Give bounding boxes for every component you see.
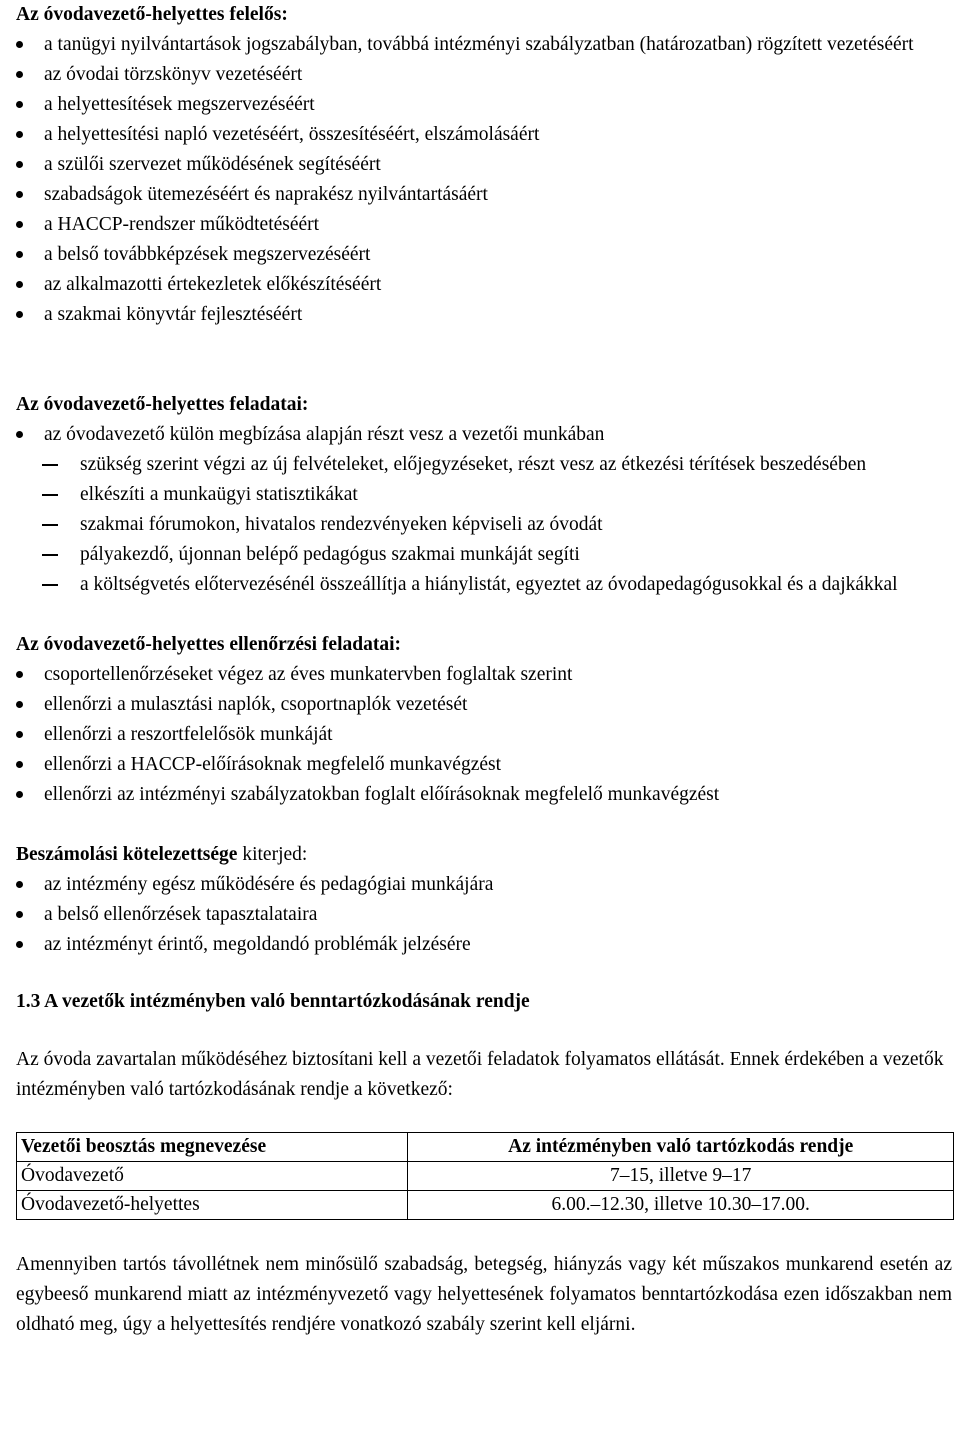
responsibility-list	[16, 30, 952, 330]
list-item: az intézmény egész működésére és pedagógiai munkájára	[16, 870, 952, 900]
control-task-list	[16, 660, 952, 810]
task-list	[16, 420, 952, 450]
section-heading: Az óvodavezető-helyettes feladatai:	[16, 394, 309, 415]
bullet-icon	[16, 701, 23, 708]
list-item: a belső ellenőrzések tapasztalataira	[16, 900, 952, 930]
table-cell: Óvodavezető-helyettes	[17, 1191, 408, 1220]
list-item: a költségvetés előtervezésénél összeállítja a hiánylistát, egyeztet az óvodapedagógusokkal és a dajkákkal	[16, 570, 952, 600]
list-item: szabadságok ütemezéséért és naprakész nyilvántartásáért	[16, 180, 952, 210]
bullet-icon	[16, 71, 23, 78]
list-item: az intézményt érintő, megoldandó problémák jelzésére	[16, 930, 952, 960]
list-item: ellenőrzi az intézményi szabályzatokban foglalt előírásoknak megfelelő munkavégzést	[16, 780, 952, 810]
bullet-icon	[16, 881, 23, 888]
bullet-icon	[16, 191, 23, 198]
list-item: a helyettesítések megszervezéséért	[16, 90, 952, 120]
list-item: elkészíti a munkaügyi statisztikákat	[16, 480, 952, 510]
table-header-row	[17, 1133, 954, 1162]
list-item: az alkalmazotti értekezletek előkészítéséért	[16, 270, 952, 300]
bullet-icon	[16, 431, 23, 438]
list-item: a tanügyi nyilvántartások jogszabályban, továbbá intézményi szabályzatban (határozatban) rögzített vezetéséért	[16, 30, 952, 60]
bullet-icon	[16, 221, 23, 228]
list-item: az óvodavezető külön megbízása alapján részt vesz a vezetői munkában	[16, 420, 952, 450]
list-item: ellenőrzi a reszortfelelősök munkáját	[16, 720, 952, 750]
bullet-icon	[16, 671, 23, 678]
subtask-list	[16, 450, 952, 600]
closing-paragraph: Amennyiben tartós távollétnek nem minősülő szabadság, betegség, hiányzás vagy két műszakos munkarend esetén az egybeeső munkarend miatt az intézményvezető vagy helyettesének folyamatos benntartózkodása ezen időszakban nem oldható meg, úgy a helyettesítés rendjére vonatkozó szabály szerint kell eljárni.	[16, 1254, 952, 1335]
bullet-icon	[16, 251, 23, 258]
list-item: a HACCP-rendszer működtetéséért	[16, 210, 952, 240]
list-item: a helyettesítési napló vezetéséért, összesítéséért, elszámolásáért	[16, 120, 952, 150]
list-item: szükség szerint végzi az új felvételeket, előjegyzéseket, részt vesz az étkezési térítések beszedésében	[16, 450, 952, 480]
bullet-icon	[16, 791, 23, 798]
dash-icon	[42, 464, 58, 466]
bullet-icon	[16, 731, 23, 738]
bullet-icon	[16, 131, 23, 138]
section-heading: 1.3 A vezetők intézményben való benntartózkodásának rendje	[16, 991, 530, 1012]
column-header: Vezetői beosztás megnevezése	[17, 1133, 408, 1162]
bullet-icon	[16, 311, 23, 318]
bullet-icon	[16, 41, 23, 48]
dash-icon	[42, 584, 58, 586]
list-item: az óvodai törzskönyv vezetéséért	[16, 60, 952, 90]
table-cell: Óvodavezető	[17, 1162, 408, 1191]
table-row	[17, 1191, 954, 1220]
list-item: szakmai fórumokon, hivatalos rendezvényeken képviseli az óvodát	[16, 510, 952, 540]
table-row	[17, 1162, 954, 1191]
list-item: a szülői szervezet működésének segítéséért	[16, 150, 952, 180]
bullet-icon	[16, 941, 23, 948]
bullet-icon	[16, 281, 23, 288]
section-heading: Beszámolási kötelezettsége kiterjed:	[16, 844, 308, 865]
intro-paragraph: Az óvoda zavartalan működéséhez biztosítani kell a vezetői feladatok folyamatos ellátását. Ennek érdekében a vezetők intézményben való tartózkodásának rendje a következő:	[16, 1049, 944, 1100]
column-header: Az intézményben való tartózkodás rendje	[408, 1133, 954, 1162]
list-item: ellenőrzi a HACCP-előírásoknak megfelelő munkavégzést	[16, 750, 952, 780]
list-item: a belső továbbképzések megszervezéséért	[16, 240, 952, 270]
report-list	[16, 870, 952, 960]
list-item: csoportellenőrzéseket végez az éves munkatervben foglaltak szerint	[16, 660, 952, 690]
list-item: pályakezdő, újonnan belépő pedagógus szakmai munkáját segíti	[16, 540, 952, 570]
bullet-icon	[16, 761, 23, 768]
bullet-icon	[16, 911, 23, 918]
dash-icon	[42, 524, 58, 526]
dash-icon	[42, 554, 58, 556]
schedule-table	[16, 1132, 954, 1220]
table-cell: 6.00.–12.30, illetve 10.30–17.00.	[408, 1191, 954, 1220]
list-item: a szakmai könyvtár fejlesztéséért	[16, 300, 952, 330]
dash-icon	[42, 494, 58, 496]
table-cell: 7–15, illetve 9–17	[408, 1162, 954, 1191]
list-item: ellenőrzi a mulasztási naplók, csoportnaplók vezetését	[16, 690, 952, 720]
bullet-icon	[16, 101, 23, 108]
section-heading: Az óvodavezető-helyettes felelős:	[16, 4, 288, 25]
bullet-icon	[16, 161, 23, 168]
section-heading: Az óvodavezető-helyettes ellenőrzési feladatai:	[16, 634, 401, 655]
